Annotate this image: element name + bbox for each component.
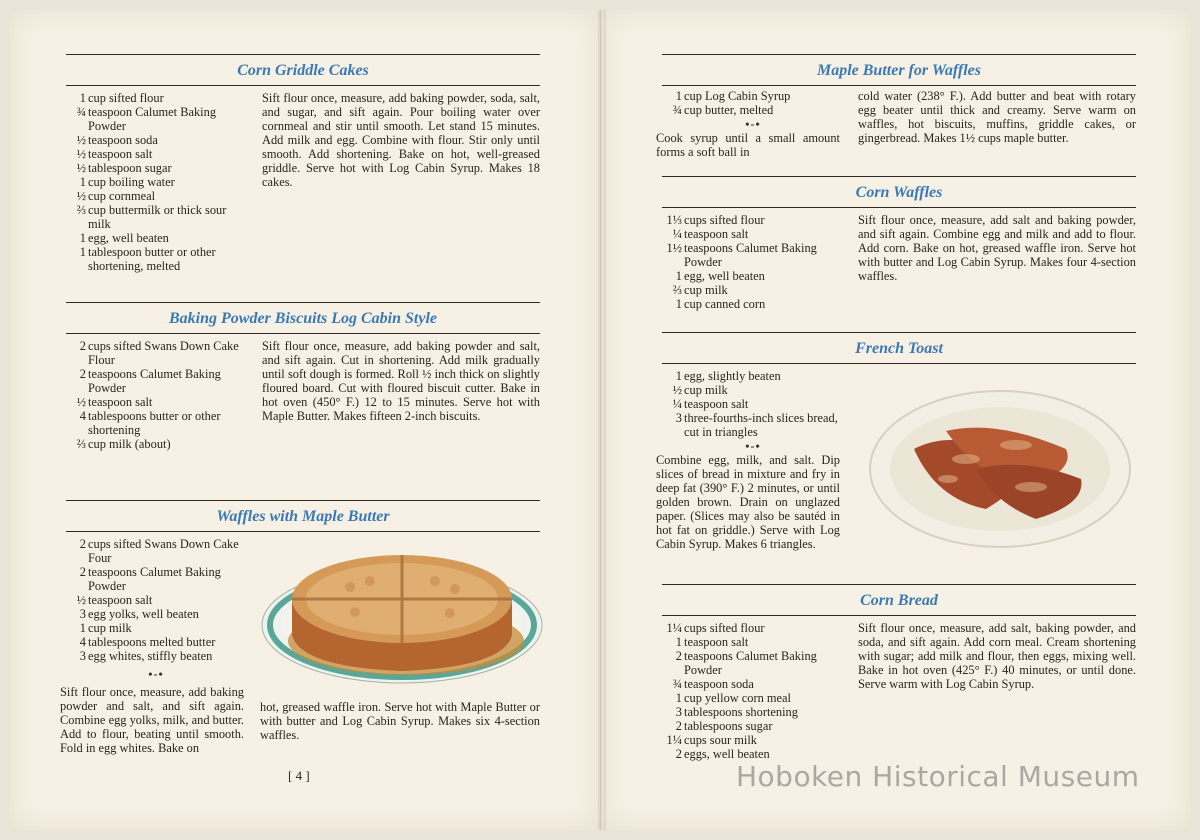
ingredient-item bbox=[662, 411, 844, 439]
recipe-corn-griddle-cakes bbox=[66, 54, 540, 273]
ingredient-text: cup milk bbox=[684, 283, 728, 297]
recipe-title: Corn Waffles bbox=[855, 184, 943, 201]
ingredient-text: cup milk bbox=[684, 383, 728, 397]
separator-ornament: •-• bbox=[745, 439, 761, 453]
ingredient-text: teaspoon salt bbox=[684, 635, 749, 649]
ingredient-quantity: 3 bbox=[675, 705, 682, 719]
recipe-method: Sift flour once, measure, add baking powder, soda, salt, and sugar, and sift again. Pour boiling water over cornmeal and stir until smooth. Let stand 15 minutes. Add milk and egg. Combine with flour. Stir only until smooth. Add shortening. Bake on hot, well-greased griddle. Serve hot with Log Cabin Syrup. Makes 18 cakes. bbox=[262, 91, 540, 189]
recipe-title: Corn Griddle Cakes bbox=[237, 62, 369, 79]
ingredient-item bbox=[66, 245, 248, 273]
ingredient-text: teaspoon soda bbox=[88, 133, 158, 147]
ingredient-text: tablespoons shortening bbox=[684, 705, 798, 719]
separator-ornament: •-• bbox=[148, 667, 164, 681]
ingredient-quantity: ½ bbox=[76, 147, 86, 161]
ingredient-quantity: ½ bbox=[76, 133, 86, 147]
ingredient-text: cups sour milk bbox=[684, 733, 757, 747]
ingredient-list bbox=[662, 213, 844, 311]
ingredient-quantity: ⅔ bbox=[672, 283, 682, 297]
ingredient-quantity: 1 bbox=[79, 621, 86, 635]
ingredient-text: egg yolks, well beaten bbox=[88, 607, 199, 621]
ingredient-quantity: 2 bbox=[675, 747, 682, 761]
ingredient-text: teaspoons Calumet Baking Powder bbox=[88, 565, 221, 593]
waffle-illustration bbox=[260, 537, 544, 687]
ingredient-text: teaspoon salt bbox=[684, 397, 749, 411]
ingredient-item bbox=[66, 133, 248, 147]
ingredient-quantity: 1 bbox=[79, 91, 86, 105]
ingredient-item bbox=[66, 91, 248, 105]
recipe-title: Waffles with Maple Butter bbox=[216, 508, 390, 525]
ingredient-quantity: 1 bbox=[675, 691, 682, 705]
bottom-rule bbox=[662, 85, 1136, 86]
ingredient-item bbox=[66, 607, 246, 621]
ingredient-quantity: 2 bbox=[79, 339, 86, 353]
recipe-corn-bread bbox=[662, 584, 1136, 761]
ingredient-text: teaspoons Calumet Baking Powder bbox=[88, 367, 221, 395]
ingredient-text: teaspoon salt bbox=[88, 395, 153, 409]
ingredient-quantity: ½ bbox=[76, 161, 86, 175]
ingredient-item bbox=[662, 621, 844, 635]
ingredient-text: cup milk bbox=[88, 621, 132, 635]
ingredient-item bbox=[662, 383, 844, 397]
ingredient-item bbox=[662, 213, 844, 227]
ingredient-quantity: 1 bbox=[675, 269, 682, 283]
ingredient-item bbox=[662, 677, 844, 691]
ingredient-text: teaspoons Calumet Baking Powder bbox=[684, 649, 817, 677]
bottom-rule bbox=[662, 615, 1136, 616]
ingredient-item bbox=[66, 189, 248, 203]
french-toast-illustration bbox=[866, 379, 1134, 559]
recipe-french-toast bbox=[656, 332, 1136, 559]
ingredient-item bbox=[66, 565, 246, 593]
ingredient-item bbox=[662, 705, 844, 719]
ingredient-quantity: 1 bbox=[79, 175, 86, 189]
ingredient-item bbox=[662, 89, 844, 103]
recipe-title: Corn Bread bbox=[860, 592, 938, 609]
ingredient-text: cup buttermilk or thick sour milk bbox=[88, 203, 227, 231]
ingredient-item bbox=[662, 241, 844, 269]
ingredient-text: tablespoons sugar bbox=[684, 719, 773, 733]
ingredient-text: cup cornmeal bbox=[88, 189, 156, 203]
recipe-method-part2: hot, greased waffle iron. Serve hot with Maple Butter or with butter and Log Cabin Syrup. Makes six 4-section waffles. bbox=[260, 700, 540, 742]
ingredient-item bbox=[66, 339, 248, 367]
ingredient-item bbox=[662, 649, 844, 677]
page-number: [ 4 ] bbox=[288, 768, 310, 783]
ingredient-text: teaspoon salt bbox=[88, 593, 153, 607]
ingredient-text: egg, slightly beaten bbox=[684, 369, 781, 383]
ingredient-quantity: 1¼ bbox=[666, 733, 682, 747]
separator-ornament: •-• bbox=[745, 117, 761, 131]
ingredient-text: cup boiling water bbox=[88, 175, 175, 189]
ingredient-item bbox=[662, 369, 844, 383]
watermark: Hoboken Historical Museum bbox=[736, 760, 1140, 793]
ingredient-item bbox=[66, 175, 248, 189]
ingredient-item bbox=[662, 297, 844, 311]
recipe-title: Maple Butter for Waffles bbox=[816, 62, 981, 79]
ingredient-quantity: 1 bbox=[675, 369, 682, 383]
ingredient-list bbox=[662, 89, 844, 117]
ingredient-item bbox=[66, 105, 248, 133]
ingredient-quantity: ¼ bbox=[672, 227, 682, 241]
ingredient-quantity: ¼ bbox=[672, 397, 682, 411]
recipe-corn-waffles bbox=[662, 176, 1136, 311]
ingredient-text: cups sifted flour bbox=[684, 621, 765, 635]
page-gutter bbox=[598, 10, 606, 830]
ingredient-item bbox=[662, 747, 844, 761]
recipe-method: Combine egg, milk, and salt. Dip slices of bread in mixture and fry in deep fat (390° F.) 2 minutes, or until golden brown. Drain on unglazed paper. (Slices may also be sautéd in hot fat on griddle.) Serve with Log Cabin Syrup. Makes 6 triangles. bbox=[656, 453, 840, 551]
ingredient-list bbox=[66, 537, 246, 663]
ingredient-quantity: 1 bbox=[675, 297, 682, 311]
ingredient-item bbox=[66, 367, 248, 395]
recipe-method: Sift flour once, measure, add salt and baking powder, and sift again. Combine egg and milk and add to flour. Add corn. Bake on hot, greased waffle iron. Serve hot with butter and Log Cabin Syrup. Makes four 4-section waffles. bbox=[858, 213, 1136, 283]
ingredient-quantity: 3 bbox=[79, 607, 86, 621]
ingredient-quantity: 3 bbox=[675, 411, 682, 425]
ingredient-text: teaspoon salt bbox=[684, 227, 749, 241]
ingredient-item bbox=[662, 227, 844, 241]
ingredient-text: three-fourths-inch slices bread, cut in triangles bbox=[684, 411, 838, 439]
ingredient-item bbox=[66, 409, 248, 437]
ingredient-list bbox=[662, 621, 844, 761]
ingredient-item bbox=[66, 395, 248, 409]
recipe-method-part2: cold water (238° F.). Add butter and beat with rotary egg beater until thick and creamy. Serve warm on waffles, hot biscuits, muffins, griddle cakes, or gingerbread. Makes 1½ cups maple butter. bbox=[858, 89, 1136, 145]
ingredient-text: egg, well beaten bbox=[88, 231, 169, 245]
ingredient-list bbox=[66, 339, 248, 451]
ingredient-text: teaspoon soda bbox=[684, 677, 754, 691]
ingredient-item bbox=[662, 733, 844, 747]
ingredient-text: cup Log Cabin Syrup bbox=[684, 89, 791, 103]
ingredient-quantity: ¾ bbox=[76, 105, 86, 119]
ingredient-item bbox=[66, 147, 248, 161]
ingredient-list bbox=[66, 91, 248, 273]
ingredient-item bbox=[662, 691, 844, 705]
ingredient-list bbox=[662, 369, 844, 439]
ingredient-quantity: 2 bbox=[79, 537, 86, 551]
ingredient-item bbox=[662, 283, 844, 297]
ingredient-text: cup butter, melted bbox=[684, 103, 774, 117]
ingredient-quantity: 1¼ bbox=[666, 621, 682, 635]
ingredient-quantity: 2 bbox=[79, 565, 86, 579]
ingredient-quantity: 1½ bbox=[666, 241, 682, 255]
ingredient-quantity: ⅔ bbox=[76, 437, 86, 451]
ingredient-text: teaspoon salt bbox=[88, 147, 153, 161]
ingredient-item bbox=[662, 397, 844, 411]
ingredient-item bbox=[66, 161, 248, 175]
ingredient-quantity: 1 bbox=[675, 89, 682, 103]
ingredient-text: egg whites, stiffly beaten bbox=[88, 649, 213, 663]
ingredient-quantity: ½ bbox=[672, 383, 682, 397]
ingredient-text: cup sifted flour bbox=[88, 91, 164, 105]
recipe-title: Baking Powder Biscuits Log Cabin Style bbox=[168, 310, 438, 327]
ingredient-quantity: 2 bbox=[675, 649, 682, 663]
ingredient-quantity: 1 bbox=[79, 231, 86, 245]
ingredient-quantity: ½ bbox=[76, 189, 86, 203]
ingredient-text: cup canned corn bbox=[684, 297, 766, 311]
recipe-method-part1: Cook syrup until a small amount forms a soft ball in bbox=[656, 131, 840, 159]
recipe-method: Sift flour once, measure, add salt, baking powder, and soda, and sift again. Add corn meal. Cream shortening with sugar; add milk and flour, then eggs, mixing well. Bake in hot oven (425° F.) 40 minutes, or until done. Serve warm with Log Cabin Syrup. bbox=[858, 621, 1136, 691]
ingredient-item bbox=[66, 203, 248, 231]
bottom-rule bbox=[662, 207, 1136, 208]
ingredient-text: cups sifted Swans Down Cake Four bbox=[88, 537, 239, 565]
ingredient-quantity: 1 bbox=[79, 245, 86, 259]
recipe-baking-powder-biscuits bbox=[66, 302, 540, 451]
ingredient-quantity: ¾ bbox=[672, 677, 682, 691]
ingredient-text: cups sifted flour bbox=[684, 213, 765, 227]
ingredient-quantity: 1⅓ bbox=[666, 213, 682, 227]
ingredient-text: tablespoons butter or other shortening bbox=[88, 409, 221, 437]
bottom-rule bbox=[66, 85, 540, 86]
ingredient-quantity: 2 bbox=[675, 719, 682, 733]
ingredient-text: teaspoons Calumet Baking Powder bbox=[684, 241, 817, 269]
ingredient-item bbox=[66, 649, 246, 663]
ingredient-text: cup yellow corn meal bbox=[684, 691, 792, 705]
ingredient-quantity: 2 bbox=[79, 367, 86, 381]
ingredient-quantity: ¾ bbox=[672, 103, 682, 117]
ingredient-item bbox=[662, 269, 844, 283]
bottom-rule bbox=[662, 363, 1136, 364]
recipe-title: French Toast bbox=[855, 340, 943, 357]
ingredient-quantity: ½ bbox=[76, 395, 86, 409]
bottom-rule bbox=[66, 333, 540, 334]
ingredient-item bbox=[662, 103, 844, 117]
ingredient-item bbox=[662, 719, 844, 733]
ingredient-text: cup milk (about) bbox=[88, 437, 171, 451]
ingredient-quantity: ⅔ bbox=[76, 203, 86, 217]
ingredient-text: eggs, well beaten bbox=[684, 747, 770, 761]
ingredient-text: tablespoon sugar bbox=[88, 161, 172, 175]
ingredient-quantity: 1 bbox=[675, 635, 682, 649]
ingredient-quantity: 3 bbox=[79, 649, 86, 663]
ingredient-text: egg, well beaten bbox=[684, 269, 765, 283]
ingredient-quantity: 4 bbox=[79, 409, 86, 423]
ingredient-item bbox=[66, 437, 248, 451]
ingredient-quantity: 4 bbox=[79, 635, 86, 649]
ingredient-item bbox=[66, 635, 246, 649]
recipe-method-part1: Sift flour once, measure, add baking powder and salt, and sift again. Combine egg yolks, milk, and butter. Add to flour, beating until smooth. Fold in egg whites. Bake on bbox=[60, 685, 244, 755]
ingredient-text: tablespoon butter or other shortening, melted bbox=[88, 245, 216, 273]
ingredient-text: tablespoons melted butter bbox=[88, 635, 216, 649]
recipe-method: Sift flour once, measure, add baking powder and salt, and sift again. Cut in shortening. Add milk gradually until soft dough is formed. Roll ½ inch thick on slightly floured board. Cut with floured biscuit cutter. Bake in hot oven (450° F.) 12 to 15 minutes. Serve hot with Maple Butter. Makes fifteen 2-inch biscuits. bbox=[262, 339, 540, 423]
ingredient-quantity: ½ bbox=[76, 593, 86, 607]
recipe-waffles-maple-butter bbox=[60, 500, 540, 755]
ingredient-item bbox=[66, 621, 246, 635]
bottom-rule bbox=[66, 531, 540, 532]
ingredient-text: cups sifted Swans Down Cake Flour bbox=[88, 339, 239, 367]
ingredient-item bbox=[66, 593, 246, 607]
ingredient-item bbox=[662, 635, 844, 649]
ingredient-item bbox=[66, 231, 248, 245]
recipe-maple-butter bbox=[656, 54, 1136, 159]
ingredient-item bbox=[66, 537, 246, 565]
ingredient-text: teaspoon Calumet Baking Powder bbox=[88, 105, 217, 133]
